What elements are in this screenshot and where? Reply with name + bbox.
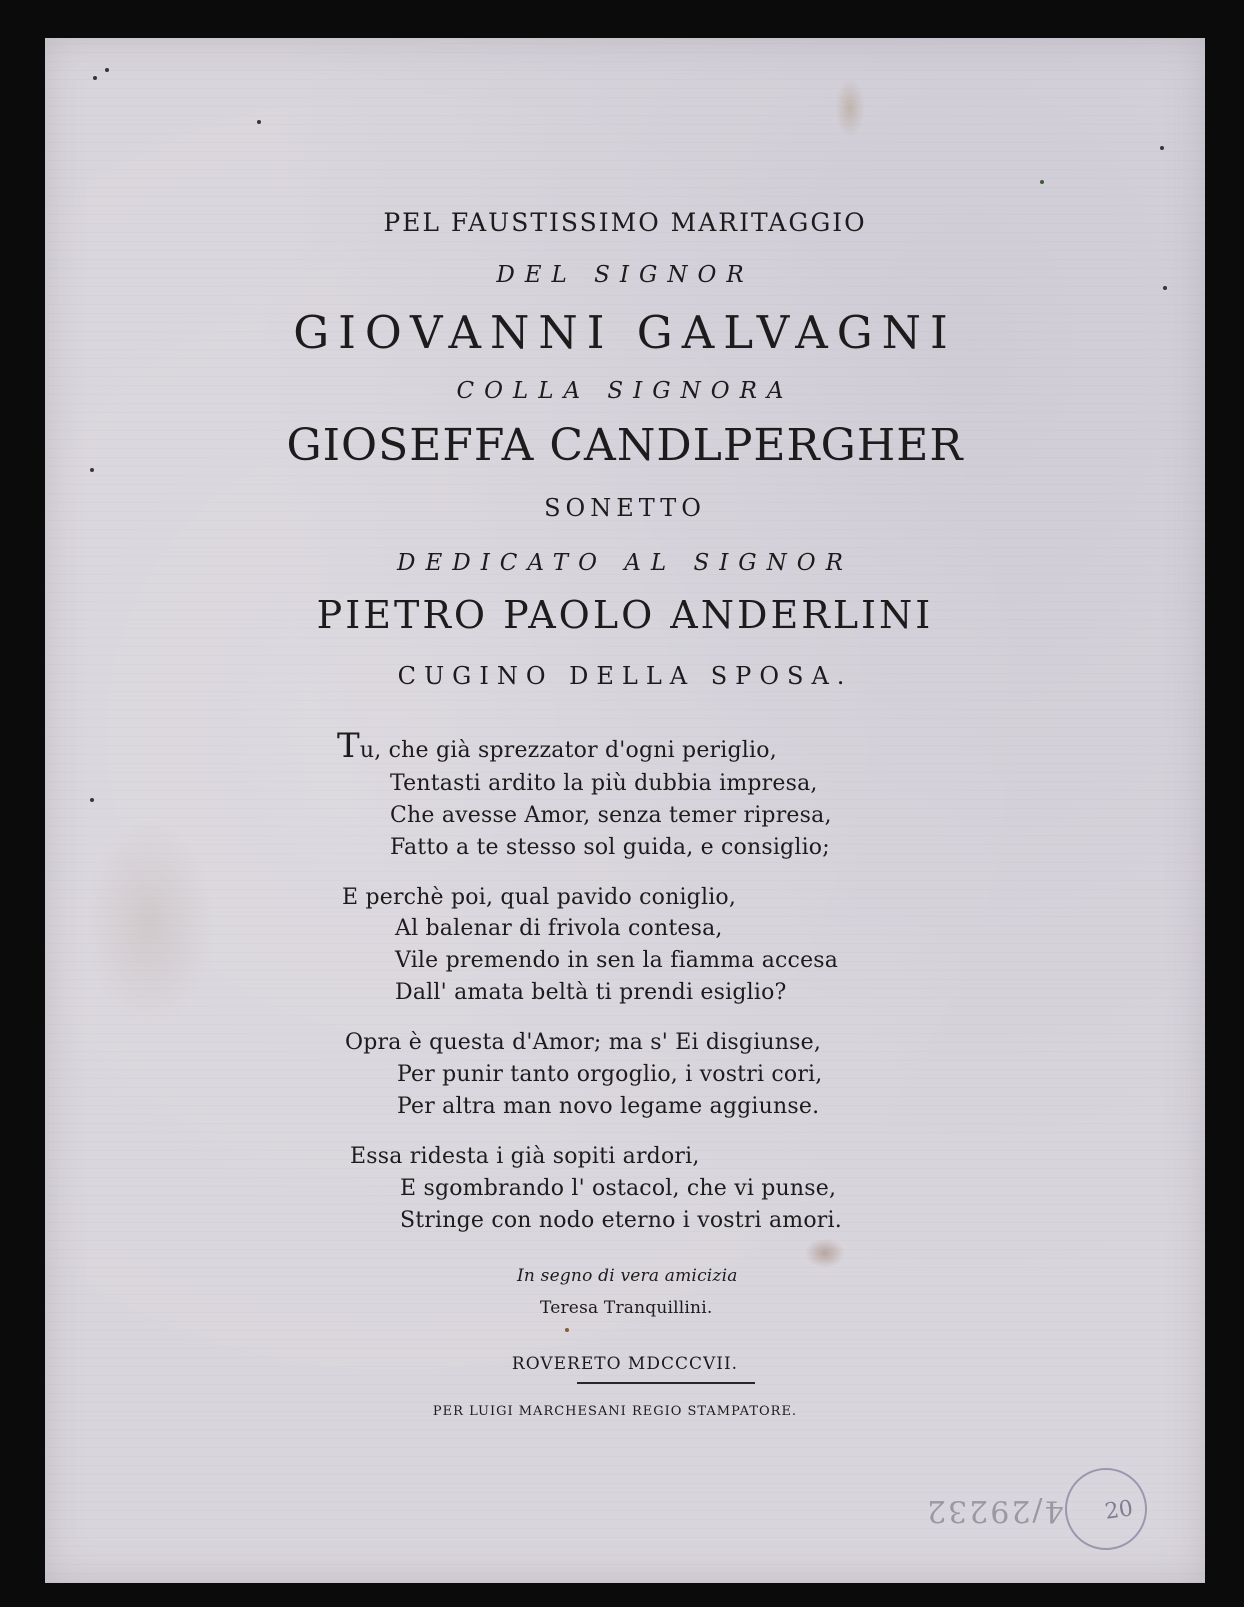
sonnet-line: Per punir tanto orgoglio, i vostri cori, bbox=[397, 1062, 823, 1087]
sonnet-line: Stringe con nodo eterno i vostri amori. bbox=[400, 1208, 842, 1233]
imprint-rule bbox=[577, 1382, 755, 1384]
sonnet-line: Opra è questa d'Amor; ma s' Ei disgiunse, bbox=[345, 1030, 822, 1055]
sonnet-line: Che avesse Amor, senza temer ripresa, bbox=[390, 803, 832, 828]
sonnet-line: E perchè poi, qual pavido coniglio, bbox=[342, 885, 737, 910]
drop-cap: T bbox=[337, 726, 360, 766]
sonnet-line: Tentasti ardito la più dubbia impresa, bbox=[390, 771, 818, 796]
poem-form: SONETTO bbox=[544, 494, 706, 522]
sonnet-line: Tu, che già sprezzator d'ogni periglio, bbox=[337, 726, 777, 766]
sonnet-line: E sgombrando l' ostacol, che vi punse, bbox=[400, 1176, 837, 1201]
sonnet-line: Vile premendo in sen la fiamma accesa bbox=[395, 948, 839, 973]
dedicatee-name: PIETRO PAOLO ANDERLINI bbox=[316, 593, 934, 637]
sonnet-line: Fatto a te stesso sol guida, e consiglio; bbox=[390, 835, 830, 860]
library-stamp bbox=[1065, 1468, 1147, 1550]
heading-line-4: COLLA SIGNORA bbox=[456, 378, 794, 404]
heading-line-2: DEL SIGNOR bbox=[496, 262, 754, 288]
document-sheet bbox=[45, 38, 1205, 1583]
imprint-printer: PER LUIGI MARCHESANI REGIO STAMPATORE. bbox=[432, 1404, 798, 1419]
sonnet-line: Dall' amata beltà ti prendi esiglio? bbox=[395, 980, 787, 1005]
heading-line-1: PEL FAUSTISSIMO MARITAGGIO bbox=[383, 208, 867, 237]
relation-line: CUGINO DELLA SPOSA. bbox=[397, 662, 853, 690]
heading-line-7: DEDICATO AL SIGNOR bbox=[397, 550, 853, 576]
imprint-place-date: ROVERETO MDCCCVII. bbox=[511, 1354, 739, 1374]
sonnet-line: Al balenar di frivola contesa, bbox=[395, 916, 723, 941]
bride-name: GIOSEFFA CANDLPERGHER bbox=[286, 420, 964, 471]
sonnet-line: Per altra man novo legame aggiunse. bbox=[397, 1094, 820, 1119]
sonnet-line: Essa ridesta i già sopiti ardori, bbox=[350, 1144, 700, 1169]
shelfmark: 4/29232 bbox=[925, 1493, 1064, 1528]
dedication-line: In segno di vera amicizia bbox=[517, 1266, 738, 1286]
author-name: Teresa Tranquillini. bbox=[540, 1298, 713, 1318]
groom-name: GIOVANNI GALVAGNI bbox=[293, 306, 957, 359]
stamp-number: 20 bbox=[1103, 1496, 1135, 1525]
